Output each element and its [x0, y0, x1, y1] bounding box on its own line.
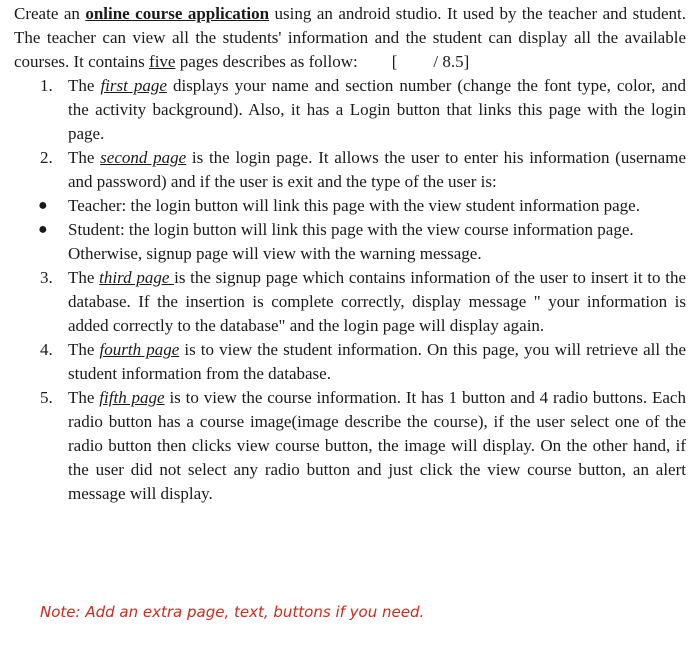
page-name: second page — [100, 148, 187, 167]
list-item — [14, 338, 686, 386]
page-name: first page — [100, 76, 167, 95]
note-text: Note: Add an extra page, text, buttons if you need. — [40, 603, 425, 621]
item-text: The — [68, 148, 101, 167]
bullet-text: Teacher: the login button will link this page with the view student information page. — [68, 196, 640, 215]
intro-text: Create an — [14, 4, 86, 23]
grade-mark: / 8.5] — [433, 52, 470, 71]
list-item — [14, 266, 686, 338]
bullet-item — [14, 218, 686, 242]
list-item — [14, 74, 686, 146]
item-text: is to view the student information. On this page, you will retrieve all the student information from the database. — [68, 340, 686, 383]
item-text: is the signup page which contains information of the user to insert it to the database. If the insertion is complete correctly, display message " your information is added correctly to the database" and the login page will display again. — [68, 268, 686, 335]
page-name: fifth page — [99, 388, 165, 407]
item-text: displays your name and section number (change the font type, color, and the activity background). Also, it has a Login button that links this page with the login page. — [68, 76, 686, 143]
intro-paragraph — [14, 2, 686, 74]
item-text: is the login page. It allows the user to enter his information (username and password) and if the user is exit and the type of the user is: — [68, 148, 686, 191]
bullet-icon: ● — [38, 221, 48, 238]
page-list — [14, 74, 686, 194]
grade-bracket-open: [ — [391, 52, 398, 71]
item-number: 1. — [40, 76, 53, 95]
list-item — [14, 146, 686, 194]
list-item — [14, 386, 686, 506]
page-list-continued — [14, 266, 686, 506]
bullet-text: Student: the login button will link this page with the view course information page. — [68, 220, 634, 239]
page-name: fourth page — [99, 340, 180, 359]
user-type-list — [14, 194, 686, 242]
five-emphasis: five — [149, 52, 176, 71]
item-text: is to view the course information. It has 1 button and 4 radio buttons. Each radio button has a course image(image describe the course), if the user select one of the radio button then clicks view course button, the image will display. On the other hand, if the user did not select any radio button and just click the view course button, an alert message will display. — [68, 388, 686, 503]
item-number: 3. — [40, 268, 53, 287]
item-text: The — [68, 340, 100, 359]
item-text: The — [68, 388, 100, 407]
bullet-icon: ● — [38, 197, 48, 214]
item-number: 4. — [40, 340, 53, 359]
page-name: third page — [99, 268, 175, 287]
item-text: The — [68, 76, 101, 95]
intro-text: using an android studio. It used by the teacher and student. The teacher can view all the students' information and the student can display all the available courses. It contains — [14, 4, 686, 71]
app-title-emphasis: online course application — [85, 4, 270, 23]
otherwise-line: Otherwise, signup page will view with the warning message. — [68, 244, 482, 263]
item-number: 2. — [40, 148, 53, 167]
intro-text: pages describes as follow: — [175, 52, 358, 71]
item-number: 5. — [40, 388, 53, 407]
bullet-item — [14, 194, 686, 218]
item-text: The — [68, 268, 100, 287]
